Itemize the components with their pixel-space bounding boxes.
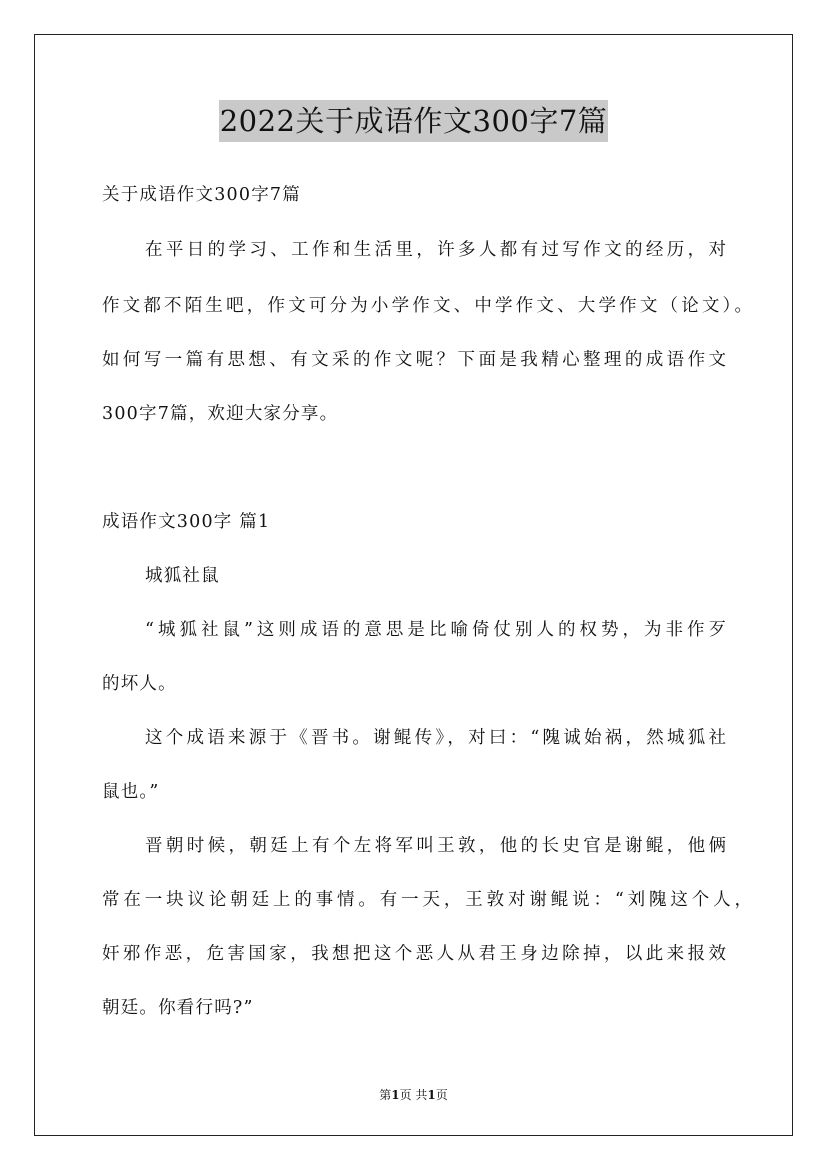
footer-page-number: 1 (391, 1088, 400, 1102)
intro-line: 如何写一篇有思想、有文采的作文呢？下面是我精心整理的成语作文 (102, 350, 726, 370)
paragraph-line: 晋朝时候，朝廷上有个左将军叫王敦，他的长史官是谢鲲，他俩 (145, 836, 726, 856)
footer-total-pages: 1 (427, 1088, 436, 1102)
paragraph-line: “城狐社鼠”这则成语的意思是比喻倚仗别人的权势，为非作歹 (145, 620, 726, 640)
paragraph-line: 鼠也。” (102, 782, 160, 802)
essay-title: 城狐社鼠 (145, 566, 220, 586)
document-subtitle: 关于成语作文300字7篇 (102, 185, 301, 205)
paragraph-line: 这个成语来源于《晋书。谢鲲传》，对曰：“隗诚始祸，然城狐社 (145, 728, 726, 748)
intro-line: 300字7篇，欢迎大家分享。 (102, 404, 339, 424)
paragraph-line: 奸邪作恶，危害国家，我想把这个恶人从君王身边除掉，以此来报效 (102, 944, 726, 964)
intro-line: 在平日的学习、工作和生活里，许多人都有过写作文的经历，对 (145, 240, 726, 260)
paragraph-line: 朝廷。你看行吗?” (102, 998, 254, 1018)
footer-mid: 页 共 (399, 1088, 428, 1102)
page-footer (0, 1086, 827, 1103)
intro-line: 作文都不陌生吧，作文可分为小学作文、中学作文、大学作文（论文）。 (102, 296, 752, 316)
paragraph-line: 常在一块议论朝廷上的事情。有一天，王敦对谢鲲说：“刘隗这个人， (102, 890, 752, 910)
footer-prefix: 第 (379, 1088, 392, 1102)
paragraph-line: 的坏人。 (102, 674, 177, 694)
footer-suffix: 页 (435, 1088, 448, 1102)
title-container (0, 100, 827, 142)
section-heading: 成语作文300字 篇1 (102, 512, 271, 532)
document-title: 2022关于成语作文300字7篇 (219, 100, 609, 142)
